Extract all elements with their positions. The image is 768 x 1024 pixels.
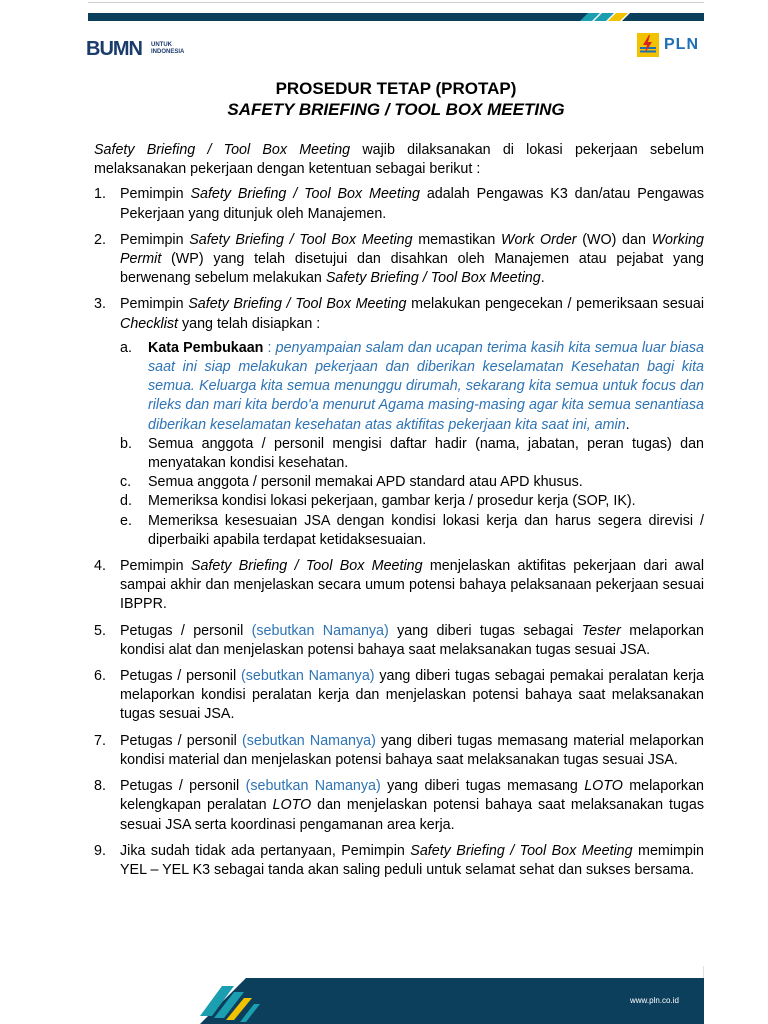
list-item-6 (94, 667, 704, 725)
title-line-1: PROSEDUR TETAP (PROTAP) (275, 79, 517, 98)
list-item-4 (94, 557, 704, 615)
bumn-tagline-2: INDONESIA (151, 49, 185, 55)
list-number: 1. (94, 186, 106, 203)
list-number: 6. (94, 668, 106, 685)
item-italic: Safety Briefing / Tool Box Meeting (189, 231, 413, 248)
list-number: 5. (94, 622, 106, 639)
bumn-tagline-1: UNTUK (151, 42, 172, 48)
item-text: (WO) dan (576, 231, 652, 248)
item-text: Pemimpin (120, 186, 191, 203)
sublist-item-d (120, 492, 704, 511)
sublist-text: Semua anggota / personil memakai APD standard atau APD khusus. (148, 474, 583, 491)
sublist-item-c (120, 473, 704, 492)
item-italic: Safety Briefing / Tool Box Meeting (190, 186, 420, 203)
name-placeholder: (sebutkan Namanya) (240, 668, 375, 685)
item-italic: LOTO (584, 778, 623, 795)
item-text: Petugas / personil (120, 778, 246, 795)
bumn-wordmark: BUMN (86, 38, 142, 60)
item-italic: Working Permit (120, 231, 704, 268)
item-text: Jika sudah tidak ada pertanyaan, Pemimpin (120, 842, 411, 859)
item-text: (WP) yang telah disetujui dan disahkan oleh Manajemen atau pejabat yang berwenang sebelum melakukan (120, 251, 704, 287)
item-text: menjelaskan aktifitas pekerjaan dari awal sampai akhir dan menjelaskan secara umum potensi bahaya pelaksanaan pekerjaan sesuai IBPPR. (120, 558, 704, 613)
item-italic: Tester (581, 622, 621, 639)
opening-words-label: Kata Pembukaan (148, 339, 264, 356)
list-number: 8. (94, 778, 106, 795)
item-text: melaporkan kelengkapan peralatan (120, 778, 704, 814)
item-italic: Safety Briefing / Tool Box Meeting (190, 558, 423, 575)
sublist-text: Memeriksa kondisi lokasi pekerjaan, gambar kerja / prosedur kerja (SOP, IK). (148, 493, 636, 510)
list-number: 9. (94, 842, 106, 859)
item-text: yang diberi tugas memasang material melaporkan kondisi material dan menjelaskan potensi bahaya saat melaksanakan tugas sesuai JSA. (120, 732, 704, 768)
item-italic: Safety Briefing / Tool Box Meeting (188, 296, 407, 313)
footer-decorative-band (200, 978, 704, 1024)
intro-paragraph (94, 141, 704, 179)
name-placeholder: (sebutkan Namanya) (245, 778, 381, 795)
item-text: yang diberi tugas sebagai (388, 622, 582, 639)
opening-words-end: . (625, 416, 630, 433)
sublist-text: Semua anggota / personil mengisi daftar hadir (nama, jabatan, peran tugas) dan menyatakan kondisi kesehatan. (148, 435, 704, 472)
item-text: . (540, 270, 545, 287)
sublist-letter: d. (120, 493, 132, 510)
item-text: memimpin YEL – YEL K3 sebagai tanda akan saling peduli untuk selamat sehat dan sukses bersama. (120, 842, 704, 878)
sublist-letter: e. (120, 512, 132, 529)
list-number: 4. (94, 558, 106, 575)
pln-lightning-icon (637, 33, 659, 57)
title-line-2: SAFETY BRIEFING / TOOL BOX MEETING (227, 100, 565, 119)
checklist-sublist (120, 339, 704, 550)
list-item-9 (94, 842, 704, 880)
sublist-item-b (120, 435, 704, 473)
opening-words-text: penyampaian salam dan ucapan terima kasih kita semua luar biasa saat ini siap melakukan pekerjaan dan diberikan keselamatan Kesehatan bagi kita semua. Keluarga kita semua menunggu dirumah, sekarang kita semua untuk focus dan rileks dan mari kita berdo'a menurut Agama masing-masing agar kita semua senantiasa diberikan keselamatan kesehatan atas aktifitas pekerjaan kita saat ini, amin (148, 339, 704, 433)
list-number: 2. (94, 231, 106, 248)
sublist-item-e (120, 512, 704, 550)
bumn-logo (86, 38, 190, 60)
name-placeholder: (sebutkan Namanya) (251, 622, 389, 639)
opening-colon: : (263, 339, 276, 356)
intro-italic: Safety Briefing / Tool Box Meeting (94, 142, 351, 158)
list-item-5 (94, 622, 704, 660)
list-number: 7. (94, 732, 106, 749)
sublist-letter: b. (120, 435, 132, 452)
item-text: melaporkan kondisi alat dan menjelaskan potensi bahaya saat melaksanakan tugas sesuai JSA. (120, 622, 704, 658)
item-text: yang diberi tugas sebagai pemakai peralatan kerja melaporkan kondisi peralatan kerja dan menjelaskan potensi bahaya saat melaksanakan tugas sesuai JSA. (120, 668, 704, 723)
list-item-1 (94, 185, 704, 223)
footer-url: www.pln.co.id (630, 996, 679, 1005)
item-italic: Checklist (120, 315, 178, 332)
document-title (88, 78, 704, 120)
item-text: adalah Pengawas K3 dan/atau Pengawas Pekerjaan yang ditunjuk oleh Manajemen. (120, 186, 704, 222)
item-text: Petugas / personil (120, 622, 252, 639)
item-text: Pemimpin (120, 231, 190, 248)
item-text: melakukan pengecekan / pemeriksaan sesuai (406, 296, 705, 313)
item-text: yang diberi tugas memasang (380, 778, 585, 795)
sublist-item-a (120, 339, 704, 435)
procedure-list (94, 185, 704, 880)
list-item-7 (94, 732, 704, 770)
item-text: Pemimpin (120, 558, 191, 575)
item-text: Pemimpin (120, 296, 189, 313)
item-text: memastikan (412, 231, 501, 248)
header-decorative-band (88, 13, 704, 21)
item-text: Petugas / personil (120, 732, 242, 749)
list-number: 3. (94, 296, 106, 313)
item-italic: Safety Briefing / Tool Box Meeting (325, 270, 541, 287)
document-body (94, 141, 704, 887)
item-italic: Safety Briefing / Tool Box Meeting (410, 842, 633, 859)
sublist-text: Memeriksa kesesuaian JSA dengan kondisi lokasi kerja dan harus segera direvisi / diperbaiki apabila terdapat ketidaksesuaian. (148, 512, 704, 548)
list-item-3 (94, 295, 704, 550)
bumn-tagline (151, 42, 191, 56)
item-text: dan menjelaskan potensi bahaya saat melaksanakan tugas sesuai JSA serta koordinasi pengamanan area kerja. (120, 797, 704, 833)
pln-wordmark: PLN (664, 36, 699, 53)
sublist-letter: c. (120, 474, 132, 491)
item-italic: LOTO (272, 797, 312, 814)
item-text: Petugas / personil (120, 668, 241, 685)
intro-text: wajib dilaksanakan di lokasi pekerjaan sebelum melaksanakan pekerjaan dengan ketentuan sebagai berikut : (94, 142, 704, 178)
list-item-2 (94, 231, 704, 289)
list-item-8 (94, 777, 704, 835)
item-text: yang telah disiapkan : (178, 315, 321, 332)
pln-logo (637, 33, 707, 59)
item-italic: Work Order (500, 231, 577, 248)
sublist-letter: a. (120, 339, 132, 356)
top-rule (88, 2, 704, 3)
name-placeholder: (sebutkan Namanya) (241, 732, 376, 749)
